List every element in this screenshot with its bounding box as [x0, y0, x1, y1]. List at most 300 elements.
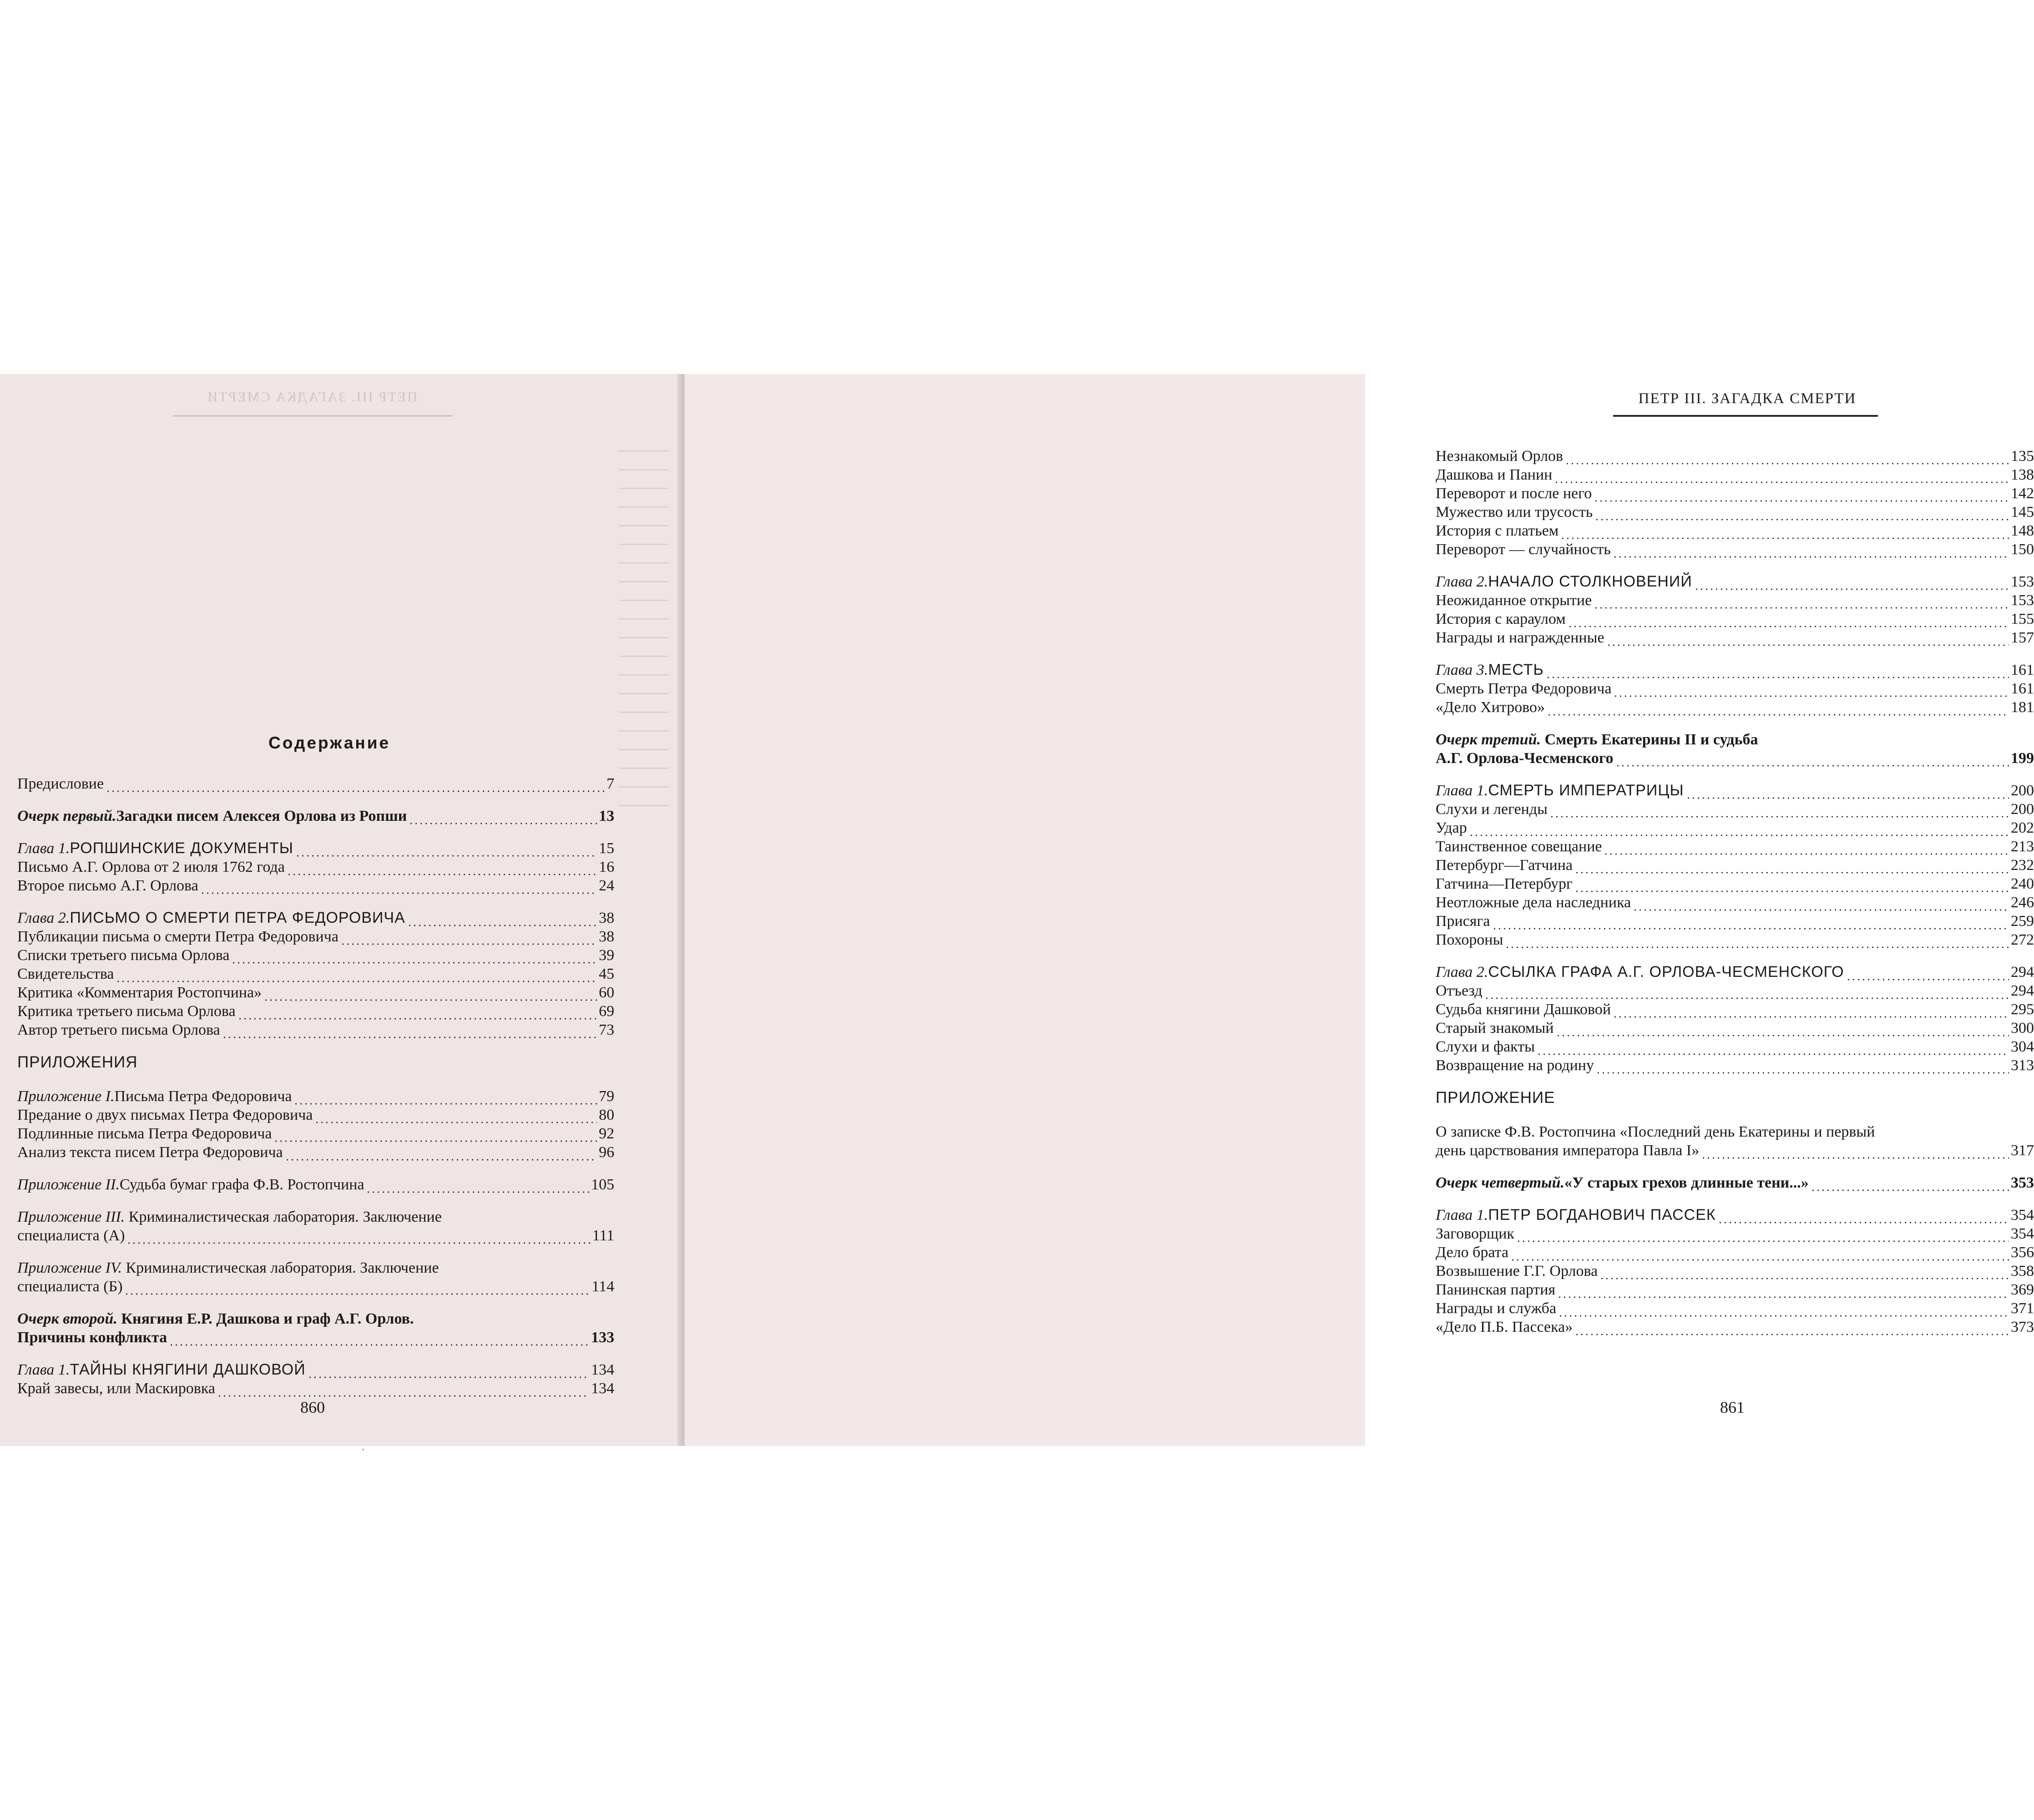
toc-entry — [17, 807, 614, 825]
page-ref: 295 — [2011, 1001, 2034, 1018]
entry-title — [1436, 930, 1503, 949]
entry-text: Автор третьего письма Орлова — [17, 1021, 220, 1038]
toc-entry — [1436, 1000, 2034, 1019]
toc-title: Содержание — [268, 733, 390, 752]
entry-text: Переворот — случайность — [1436, 541, 1611, 558]
entry-title — [129, 1208, 442, 1225]
page-ref: 259 — [2011, 913, 2034, 930]
dot-leader — [407, 912, 597, 927]
entry-text: Публикации письма о смерти Петра Федоровича — [17, 928, 339, 945]
page-ref: 45 — [599, 966, 614, 982]
dot-leader — [1594, 594, 2009, 610]
entry-label: Глава 3. — [1436, 662, 1488, 678]
dot-leader — [238, 1005, 597, 1021]
entry-label: Приложение II. — [17, 1176, 120, 1193]
dot-leader — [263, 986, 597, 1002]
entry-label: Приложение III. — [17, 1208, 125, 1225]
dot-leader — [1594, 506, 2009, 521]
entry-caps: ТАЙНЫ КНЯГИНИ ДАШКОВОЙ — [70, 1361, 306, 1378]
entry-title — [1436, 484, 1592, 503]
entry-title — [17, 876, 198, 895]
toc-entry — [17, 909, 614, 927]
entry-title — [1436, 679, 1611, 698]
entry-text: Похороны — [1436, 931, 1503, 948]
toc-entry — [17, 1143, 614, 1162]
entry-title — [17, 1143, 283, 1162]
toc-group — [17, 1208, 614, 1245]
toc-entry — [17, 1277, 614, 1296]
entry-text: Судьба бумаг графа Ф.В. Ростопчина — [119, 1176, 364, 1193]
toc-group — [1436, 1206, 2034, 1336]
dot-leader — [295, 842, 597, 858]
toc-right — [1436, 447, 2034, 1350]
entry-title — [1488, 572, 1692, 591]
entry-text: Дашкова и Панин — [1436, 466, 1553, 483]
entry-title — [70, 839, 293, 858]
toc-entry-line — [1436, 1122, 2034, 1141]
entry-title — [120, 1175, 364, 1194]
dot-leader — [1484, 985, 2009, 1000]
entry-title — [1436, 1243, 1508, 1262]
page-ref: 92 — [599, 1125, 614, 1142]
page-ref: 39 — [599, 947, 614, 964]
entry-text: Смерть Петра Федоровича — [1436, 680, 1612, 697]
entry-title — [126, 1259, 439, 1276]
entry-title — [1436, 819, 1467, 837]
toc-entry-line — [17, 1309, 614, 1328]
entry-label: Приложение I. — [17, 1088, 115, 1105]
toc-entry — [17, 1021, 614, 1039]
entry-title — [17, 1379, 215, 1398]
entry-title — [17, 965, 114, 983]
toc-entry — [1436, 800, 2034, 819]
entry-title — [70, 909, 405, 927]
toc-entry — [1436, 981, 2034, 1000]
page-ref: 294 — [2011, 982, 2034, 999]
entry-text: Переворот и после него — [1436, 485, 1592, 502]
entry-text: Заговорщик — [1436, 1225, 1514, 1242]
entry-text: Письма Петра Федоровича — [114, 1088, 292, 1105]
page-ref: 161 — [2011, 662, 2034, 678]
page-ref: 80 — [599, 1107, 614, 1123]
entry-title — [1488, 781, 1684, 800]
entry-label: Глава 2. — [1436, 964, 1488, 981]
page-ref: 13 — [599, 808, 614, 824]
toc-group — [1436, 661, 2034, 717]
entry-label: Глава 2. — [17, 910, 70, 926]
dot-leader — [293, 1090, 597, 1106]
page-ref: 371 — [2011, 1300, 2034, 1317]
toc-entry — [17, 983, 614, 1002]
toc-group — [17, 774, 614, 793]
entry-title — [1436, 698, 1545, 717]
entry-text: Незнакомый Орлов — [1436, 448, 1563, 465]
toc-entry — [17, 946, 614, 965]
toc-group — [1436, 781, 2034, 949]
page-ref: 69 — [599, 1003, 614, 1020]
section-heading: ПРИЛОЖЕНИЯ — [17, 1053, 138, 1071]
dot-leader — [287, 861, 597, 876]
page-ref: 148 — [2011, 522, 2034, 539]
toc-entry — [1436, 503, 2034, 521]
dot-leader — [1516, 1228, 2009, 1243]
toc-entry — [17, 876, 614, 895]
entry-title — [1436, 1123, 1875, 1140]
page-ref: 213 — [2011, 838, 2034, 855]
entry-title — [17, 1002, 236, 1021]
toc-entry-line — [17, 1208, 614, 1226]
toc-entry — [1436, 781, 2034, 800]
dot-leader — [1594, 487, 2009, 503]
entry-text: Смерть Екатерины II и судьба — [1544, 731, 1758, 748]
page-ref: 38 — [599, 910, 614, 926]
entry-title — [1436, 503, 1593, 521]
paper-speck — [362, 1449, 364, 1451]
entry-text: Второе письмо А.Г. Орлова — [17, 877, 198, 894]
entry-title — [1436, 1056, 1594, 1075]
entry-caps: ССЫЛКА ГРАФА А.Г. ОРЛОВА-ЧЕСМЕНСКОГО — [1488, 963, 1844, 981]
entry-title — [1436, 591, 1592, 610]
entry-text: Возвышение Г.Г. Орлова — [1436, 1263, 1598, 1279]
page-ref: 294 — [2011, 964, 2034, 981]
entry-title — [1436, 856, 1573, 875]
dot-leader — [1811, 1177, 2009, 1192]
dot-leader — [308, 1364, 589, 1379]
page-ref: 161 — [2011, 680, 2034, 697]
entry-title — [1436, 1299, 1556, 1318]
toc-entry — [1436, 1173, 2034, 1192]
toc-entry — [17, 965, 614, 983]
page-ref: 354 — [2011, 1207, 2034, 1223]
toc-group — [1436, 447, 2034, 559]
toc-entry — [17, 1328, 614, 1347]
dot-leader — [1537, 1041, 2009, 1056]
entry-text: Награды и служба — [1436, 1300, 1557, 1317]
entry-continuation: день царствования императора Павла I» — [1436, 1142, 1700, 1159]
entry-continuation: Причины конфликта — [17, 1329, 167, 1346]
entry-text: Княгиня Е.Р. Дашкова и граф А.Г. Орлов. — [121, 1310, 414, 1327]
page-ref: 138 — [2011, 466, 2034, 483]
bleed-through-rule — [173, 415, 453, 417]
toc-entry — [1436, 698, 2034, 717]
entry-label: Очерк первый. — [17, 808, 116, 824]
toc-entry — [1436, 1206, 2034, 1224]
entry-text: Неотложные дела наследника — [1436, 894, 1631, 911]
toc-group — [1436, 730, 2034, 768]
dot-leader — [1469, 822, 2009, 837]
toc-entry — [17, 1175, 614, 1194]
toc-left-entries — [17, 774, 614, 1398]
toc-entry — [1436, 610, 2034, 628]
page-ref: 134 — [591, 1380, 614, 1397]
toc-entry — [1436, 540, 2034, 559]
page-ref: 200 — [2011, 801, 2034, 818]
entry-text: История с караулом — [1436, 611, 1566, 627]
entry-text: «Дело П.Б. Пассека» — [1436, 1319, 1573, 1335]
entry-continuation: А.Г. Орлова-Чесменского — [1436, 750, 1614, 767]
entry-caps: РОПШИНСКИЕ ДОКУМЕНТЫ — [70, 839, 293, 857]
page-ref: 7 — [607, 775, 614, 792]
toc-entry — [1436, 1243, 2034, 1262]
toc-entry — [1436, 893, 2034, 912]
entry-label: Глава 1. — [1436, 1207, 1488, 1223]
page-ref: 155 — [2011, 611, 2034, 627]
entry-title — [1436, 1262, 1598, 1280]
entry-caps: НАЧАЛО СТОЛКНОВЕНИЙ — [1488, 573, 1692, 590]
entry-title — [17, 1124, 272, 1143]
toc-entry — [1436, 1141, 2034, 1160]
page-ref: 24 — [599, 877, 614, 894]
entry-continuation: специалиста (Б) — [17, 1278, 123, 1295]
entry-text: «У старых грехов длинные тени...» — [1564, 1174, 1809, 1191]
page-ref: 135 — [2011, 448, 2034, 465]
entry-text: Криминалистическая лаборатория. Заключение — [128, 1208, 442, 1225]
dot-leader — [1686, 784, 2009, 800]
page-ref: 150 — [2011, 541, 2034, 558]
entry-title — [1436, 875, 1573, 893]
toc-group — [17, 909, 614, 1039]
toc-entry — [17, 1379, 614, 1398]
left-page — [0, 374, 680, 1446]
page-ref: 373 — [2011, 1319, 2034, 1335]
entry-text: Криминалистическая лаборатория. Заключение — [126, 1259, 439, 1276]
toc-entry — [1436, 1262, 2034, 1280]
page-ref: 313 — [2011, 1057, 2034, 1074]
toc-entry — [17, 1087, 614, 1106]
entry-label: Глава 1. — [17, 840, 70, 857]
entry-title — [116, 807, 407, 825]
entry-title — [1436, 800, 1548, 819]
toc-group — [17, 839, 614, 895]
toc-entry — [1436, 1280, 2034, 1299]
dot-leader — [1492, 915, 2009, 930]
page-ref: 153 — [2011, 592, 2034, 609]
page-ref: 96 — [599, 1144, 614, 1161]
page-ref: 111 — [592, 1227, 614, 1244]
page-ref: 79 — [599, 1088, 614, 1105]
entry-text: Возвращение на родину — [1436, 1057, 1594, 1074]
toc-entry — [1436, 628, 2034, 647]
entry-text: Панинская партия — [1436, 1281, 1556, 1298]
entry-title — [1436, 628, 1604, 647]
entry-label: Очерк третий. — [1436, 731, 1541, 748]
toc-entry — [1436, 1056, 2034, 1075]
toc-group — [17, 1175, 614, 1194]
dot-leader — [1568, 613, 2009, 628]
dot-leader — [124, 1280, 590, 1296]
dot-leader — [1599, 1265, 2009, 1280]
toc-right-entries — [1436, 447, 2034, 1336]
toc-entry — [17, 1002, 614, 1021]
page-ref: 199 — [2011, 750, 2034, 767]
dot-leader — [1557, 1284, 2009, 1299]
toc-entry — [1436, 1318, 2034, 1336]
bleed-through-lines — [619, 433, 669, 779]
dot-leader — [1565, 450, 2009, 465]
entry-title — [1564, 1173, 1809, 1192]
dot-leader — [1613, 543, 2009, 559]
entry-title — [17, 774, 104, 793]
dot-leader — [1604, 840, 2009, 856]
entry-text: Свидетельства — [17, 966, 114, 982]
entry-title — [1436, 893, 1631, 912]
running-header: ПЕТР III. ЗАГАДКА СМЕРТИ — [1638, 390, 1857, 407]
entry-text: Предисловие — [17, 775, 104, 792]
entry-title — [115, 1087, 292, 1106]
entry-title — [1488, 963, 1844, 981]
dot-leader — [1596, 1059, 2009, 1075]
entry-title — [17, 927, 339, 946]
page-ref: 142 — [2011, 485, 2034, 502]
entry-title — [17, 1021, 220, 1039]
entry-title — [1436, 1318, 1573, 1336]
entry-text: Гатчина—Петербург — [1436, 875, 1573, 892]
dot-leader — [1574, 878, 2009, 893]
entry-text: Критика «Комментария Ростопчина» — [17, 984, 262, 1001]
entry-text: Удар — [1436, 819, 1467, 836]
dot-leader — [200, 880, 597, 895]
entry-label: Очерк четвертый. — [1436, 1174, 1565, 1191]
entry-title — [1436, 447, 1563, 465]
entry-title — [17, 858, 285, 876]
toc-entry — [1436, 875, 2034, 893]
toc-entry-line — [1436, 730, 2034, 749]
page-ref: 353 — [2011, 1174, 2034, 1191]
dot-leader — [340, 930, 597, 946]
dot-leader — [1613, 682, 2009, 698]
toc-entry — [1436, 679, 2034, 698]
page-ref: 200 — [2011, 782, 2034, 799]
header-rule — [1613, 415, 1878, 417]
entry-title — [1436, 540, 1611, 559]
dot-leader — [1574, 859, 2009, 875]
toc-entry — [1436, 963, 2034, 981]
entry-title — [70, 1360, 305, 1379]
toc-group — [17, 1087, 614, 1162]
entry-text: Письмо А.Г. Орлова от 2 июля 1762 года — [17, 859, 285, 875]
entry-text: Присяга — [1436, 913, 1490, 930]
entry-title — [1488, 661, 1544, 679]
toc-entry — [17, 1124, 614, 1143]
entry-title — [1436, 1224, 1514, 1243]
dot-leader — [1505, 934, 2009, 949]
dot-leader — [1615, 752, 2009, 768]
entry-text: Судьба княгини Дашковой — [1436, 1001, 1611, 1018]
dot-leader — [314, 1109, 597, 1124]
page-ref: 369 — [2011, 1281, 2034, 1298]
entry-title — [1436, 465, 1552, 484]
toc-entry — [1436, 661, 2034, 679]
toc-entry — [1436, 447, 2034, 465]
toc-left — [17, 733, 614, 1411]
dot-leader — [1606, 632, 2009, 647]
entry-text: Дело брата — [1436, 1244, 1509, 1261]
toc-group — [17, 1259, 614, 1296]
page-ref: 358 — [2011, 1263, 2034, 1279]
toc-entry — [1436, 465, 2034, 484]
page-ref: 105 — [591, 1176, 614, 1193]
entry-continuation: специалиста (А) — [17, 1227, 125, 1244]
toc-entry — [17, 927, 614, 946]
entry-title — [1436, 1280, 1555, 1299]
toc-group — [17, 1360, 614, 1398]
toc-group — [1436, 572, 2034, 647]
entry-text: Слухи и факты — [1436, 1038, 1535, 1055]
toc-entry — [1436, 1299, 2034, 1318]
toc-entry — [1436, 484, 2034, 503]
page-ref: 114 — [592, 1278, 614, 1295]
entry-text: Мужество или трусость — [1436, 504, 1593, 521]
dot-leader — [1547, 701, 2009, 717]
toc-entry — [17, 858, 614, 876]
entry-text: Анализ текста писем Петра Федоровича — [17, 1144, 283, 1161]
page-ref: 157 — [2011, 629, 2034, 646]
toc-entry — [17, 1106, 614, 1124]
dot-leader — [222, 1024, 597, 1039]
page-ref: 73 — [599, 1021, 614, 1038]
entry-title — [1436, 837, 1602, 856]
page-ref: 317 — [2011, 1142, 2034, 1159]
dot-leader — [1694, 576, 2009, 591]
bleed-through-header: ПЕТР III. ЗАГАДКА СМЕРТИ — [206, 389, 417, 404]
page-ref: 133 — [591, 1329, 614, 1346]
entry-title — [1545, 731, 1758, 748]
entry-text: Слухи и легенды — [1436, 801, 1548, 818]
page-ref: 356 — [2011, 1244, 2034, 1261]
toc-entry — [1436, 1224, 2034, 1243]
page-ref: 232 — [2011, 857, 2034, 874]
toc-group — [17, 807, 614, 825]
section-heading: ПРИЛОЖЕНИЕ — [1436, 1089, 1555, 1107]
entry-text: Загадки писем Алексея Орлова из Ропши — [116, 808, 407, 824]
page-ref: 134 — [591, 1361, 614, 1378]
entry-caps: ПЕТР БОГДАНОВИЧ ПАССЕК — [1488, 1206, 1716, 1223]
page-ref: 304 — [2011, 1038, 2034, 1055]
entry-label: Очерк второй. — [17, 1310, 117, 1327]
page-ref: 354 — [2011, 1225, 2034, 1242]
toc-entry — [1436, 521, 2034, 540]
dot-leader — [1546, 664, 2009, 679]
dot-leader — [285, 1146, 597, 1162]
page-ref: 181 — [2011, 699, 2034, 716]
entry-text: Старый знакомый — [1436, 1020, 1554, 1036]
entry-title — [1436, 1000, 1611, 1019]
right-page — [685, 374, 2034, 1446]
dot-leader — [366, 1178, 589, 1194]
entry-title — [17, 983, 262, 1002]
toc-group — [1436, 1122, 2034, 1160]
toc-group — [17, 1309, 614, 1347]
toc-entry — [17, 1360, 614, 1379]
entry-title — [1436, 981, 1482, 1000]
toc-entry — [1436, 837, 2034, 856]
toc-entry — [1436, 912, 2034, 930]
toc-entry — [1436, 856, 2034, 875]
page-ref: 16 — [599, 859, 614, 875]
dot-leader — [409, 810, 597, 825]
entry-title — [1488, 1206, 1715, 1224]
page-number-right: 861 — [1720, 1398, 1745, 1416]
entry-title — [17, 946, 229, 965]
toc-entry — [1436, 819, 2034, 837]
dot-leader — [1718, 1209, 2009, 1224]
book-spread — [0, 374, 2034, 1446]
dot-leader — [1549, 803, 2009, 819]
page-ref: 145 — [2011, 504, 2034, 521]
toc-entry — [1436, 591, 2034, 610]
page-ref: 246 — [2011, 894, 2034, 911]
entry-text: История с платьем — [1436, 522, 1559, 539]
